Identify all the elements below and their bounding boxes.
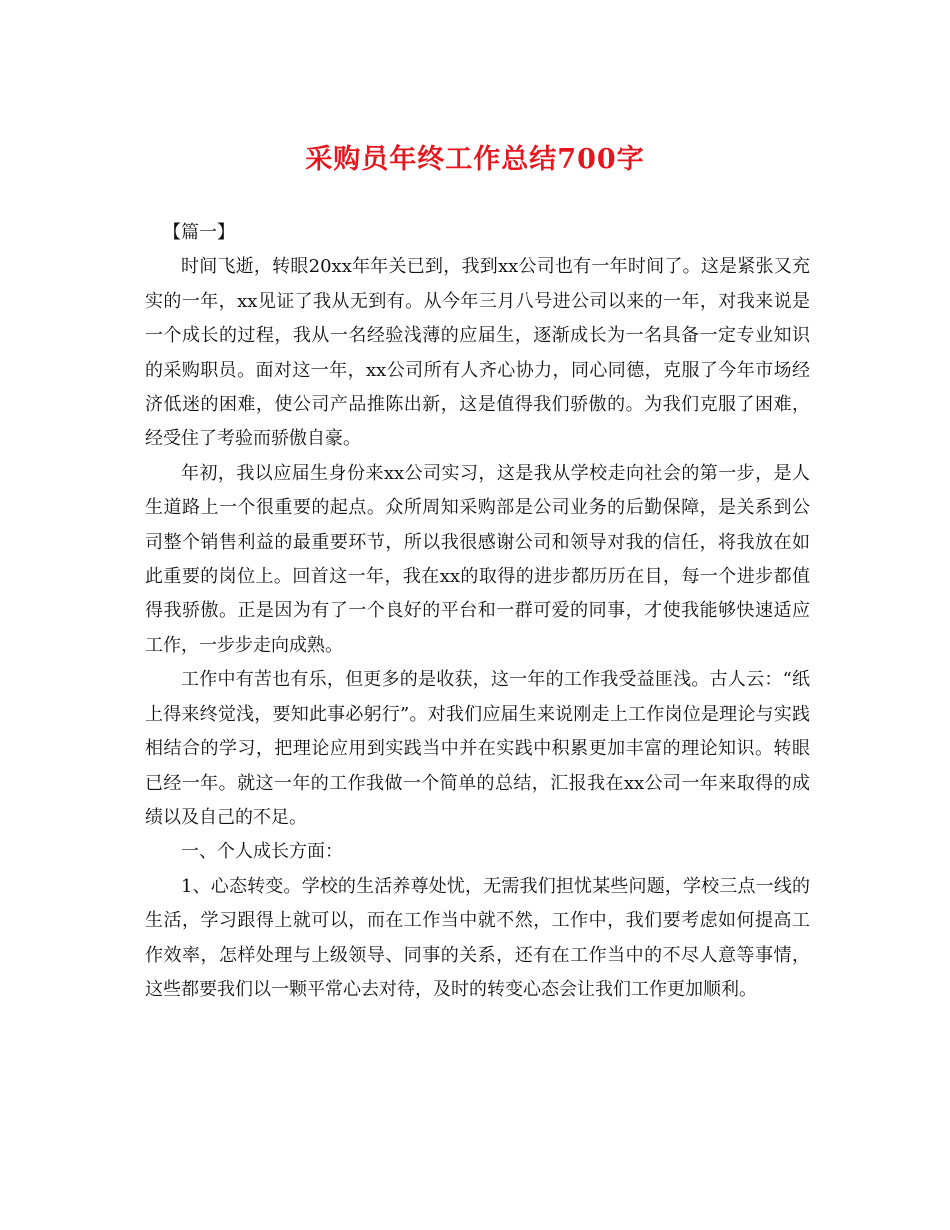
paragraph: 1、心态转变。学校的生活养尊处忧，无需我们担忧某些问题，学校三点一线的生活，学习跟得上就可以，而在工作当中就不然，工作中，我们要考虑如何提高工作效率，怎样处理与上级领导、同事的关系，还有在工作当中的不尽人意等事情，这些都要我们以一颗平常心去对待，及时的转变心态会让我们工作更加顺利。 [145,875,810,1000]
section-heading: 【篇一】 [163,222,235,243]
document-body [145,216,810,1007]
paragraph: 时间飞逝，转眼20xx年年关已到，我到xx公司也有一年时间了。这是紧张又充实的一年，xx见证了我从无到有。从今年三月八号进公司以来的一年，对我来说是一个成长的过程，我从一名经验浅薄的应届生，逐渐成长为一名具备一定专业知识的采购职员。面对这一年，xx公司所有人齐心协力，同心同德，克服了今年市场经济低迷的困难，使公司产品推陈出新，这是值得我们骄傲的。为我们克服了困难，经受住了考验而骄傲自豪。 [145,256,810,450]
paragraph: 工作中有苦也有乐，但更多的是收获，这一年的工作我受益匪浅。古人云：“纸上得来终觉浅，要知此事必躬行”。对我们应届生来说刚走上工作岗位是理论与实践相结合的学习，把理论应用到实践当中并在实践中积累更加丰富的理论知识。转眼已经一年。就这一年的工作我做一个简单的总结，汇报我在xx公司一年来取得的成绩以及自己的不足。 [145,669,810,828]
paragraph: 年初，我以应届生身份来xx公司实习，这是我从学校走向社会的第一步，是人生道路上一个很重要的起点。众所周知采购部是公司业务的后勤保障，是关系到公司整个销售利益的最重要环节，所以我很感谢公司和领导对我的信任，将我放在如此重要的岗位上。回首这一年，我在xx的取得的进步都历历在目，每一个进步都值得我骄傲。正是因为有了一个良好的平台和一群可爱的同事，才使我能够快速适应工作，一步步走向成熟。 [145,462,810,656]
subsection-heading: 一、个人成长方面： [181,841,343,863]
document-title: 采购员年终工作总结700字 [305,144,645,175]
